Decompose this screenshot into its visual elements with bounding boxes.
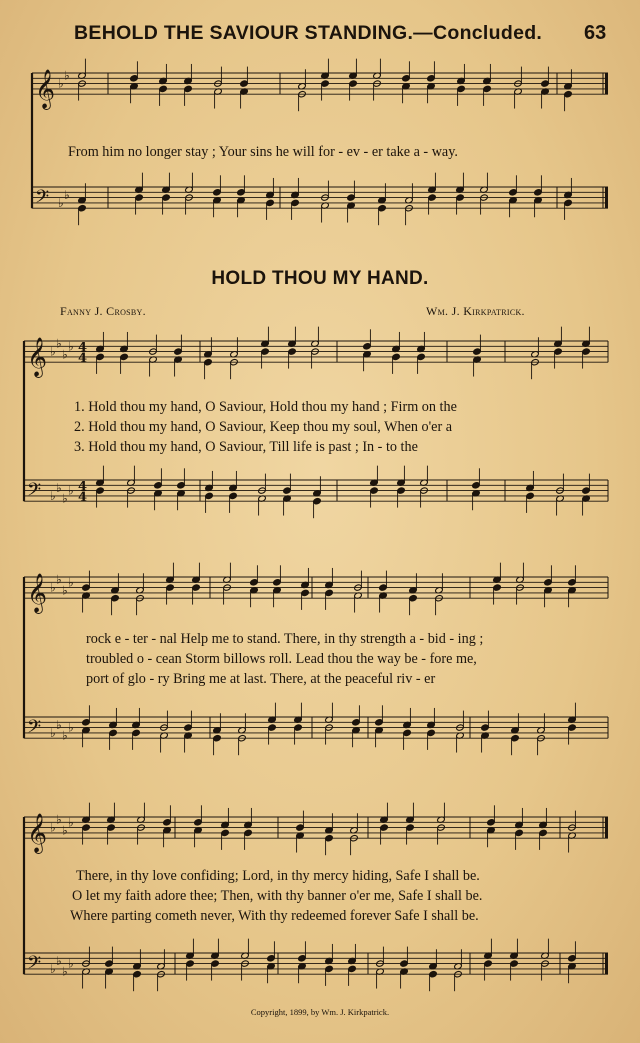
treble-clef: 𝄞 [27, 337, 48, 378]
key-flat: ♭ [62, 964, 68, 979]
time-signature-top: 4 [78, 340, 88, 356]
key-flat: ♭ [62, 728, 68, 743]
key-flat: ♭ [56, 953, 62, 968]
key-flat: ♭ [50, 344, 56, 359]
verse2-line1: 2. Hold thou my hand, O Saviour, Keep thou my soul, When o'er a [74, 419, 453, 435]
treble-clef: 𝄞 [27, 813, 48, 854]
verse1-line3: There, in thy love confiding; Lord, in thy mercy hiding, Safe I shall be. [76, 868, 480, 884]
key-flat: ♭ [68, 956, 74, 971]
key-flat: ♭ [62, 491, 68, 506]
key-flat: ♭ [50, 725, 56, 740]
verse3-line3: Where parting cometh never, With thy redeemed forever Safe I shall be. [70, 908, 479, 924]
key-flat: ♭ [62, 583, 68, 598]
key-flat: ♭ [68, 575, 74, 590]
verse3-line2: port of glo - ry Bring me at last. There, at the peaceful riv - er [86, 671, 436, 687]
key-flat: ♭ [64, 187, 70, 202]
verse2-line3: O let my faith adore thee; Then, with thy banner o'er me, Safe I shall be. [72, 888, 483, 904]
key-flat: ♭ [68, 815, 74, 830]
bass-clef: 𝄢 [27, 479, 42, 505]
hymn-title: HOLD THOU MY HAND. [211, 268, 429, 289]
key-flat: ♭ [68, 720, 74, 735]
page-header-title: BEHOLD THE SAVIOUR STANDING.—Concluded. [74, 22, 543, 44]
key-flat: ♭ [64, 68, 70, 83]
verse2-line2: troubled o - cean Storm billows roll. Lead thou the way be - fore me, [86, 651, 477, 667]
key-flat: ♭ [56, 572, 62, 587]
time-signature-bottom: 4 [78, 351, 88, 367]
key-flat: ♭ [56, 336, 62, 351]
key-flat: ♭ [50, 580, 56, 595]
key-flat: ♭ [68, 483, 74, 498]
key-flat: ♭ [56, 717, 62, 732]
key-flat: ♭ [62, 347, 68, 362]
key-flat: ♭ [58, 76, 64, 91]
verse1-line2: rock e - ter - nal Help me to stand. There, in thy strength a - bid - ing ; [86, 631, 484, 647]
key-flat: ♭ [56, 812, 62, 827]
bass-clef: 𝄢 [27, 952, 42, 978]
key-flat: ♭ [58, 195, 64, 210]
key-flat: ♭ [50, 488, 56, 503]
hymn-author: Fanny J. Crosby. [60, 304, 146, 318]
key-flat: ♭ [62, 823, 68, 838]
key-flat: ♭ [68, 339, 74, 354]
treble-clef: 𝄞 [27, 573, 48, 614]
bass-clef: 𝄢 [27, 716, 42, 742]
key-flat: ♭ [50, 820, 56, 835]
hymn-composer: Wm. J. Kirkpatrick. [426, 304, 525, 318]
prev-hymn-lyric: From him no longer stay ; Your sins he will for - ev - er take a - way. [68, 144, 458, 160]
key-flat: ♭ [50, 961, 56, 976]
time-signature-top: 4 [78, 479, 88, 495]
key-flat: ♭ [56, 480, 62, 495]
page-number: 63 [584, 22, 607, 44]
copyright-notice: Copyright, 1899, by Wm. J. Kirkpatrick. [250, 1007, 390, 1017]
treble-clef: 𝄞 [35, 69, 56, 110]
verse3-line1: 3. Hold thou my hand, O Saviour, Till life is past ; In - to the [74, 439, 418, 455]
bass-clef: 𝄢 [35, 186, 50, 212]
verse1-line1: 1. Hold thou my hand, O Saviour, Hold thou my hand ; Firm on the [74, 399, 457, 415]
time-signature-bottom: 4 [78, 490, 88, 506]
